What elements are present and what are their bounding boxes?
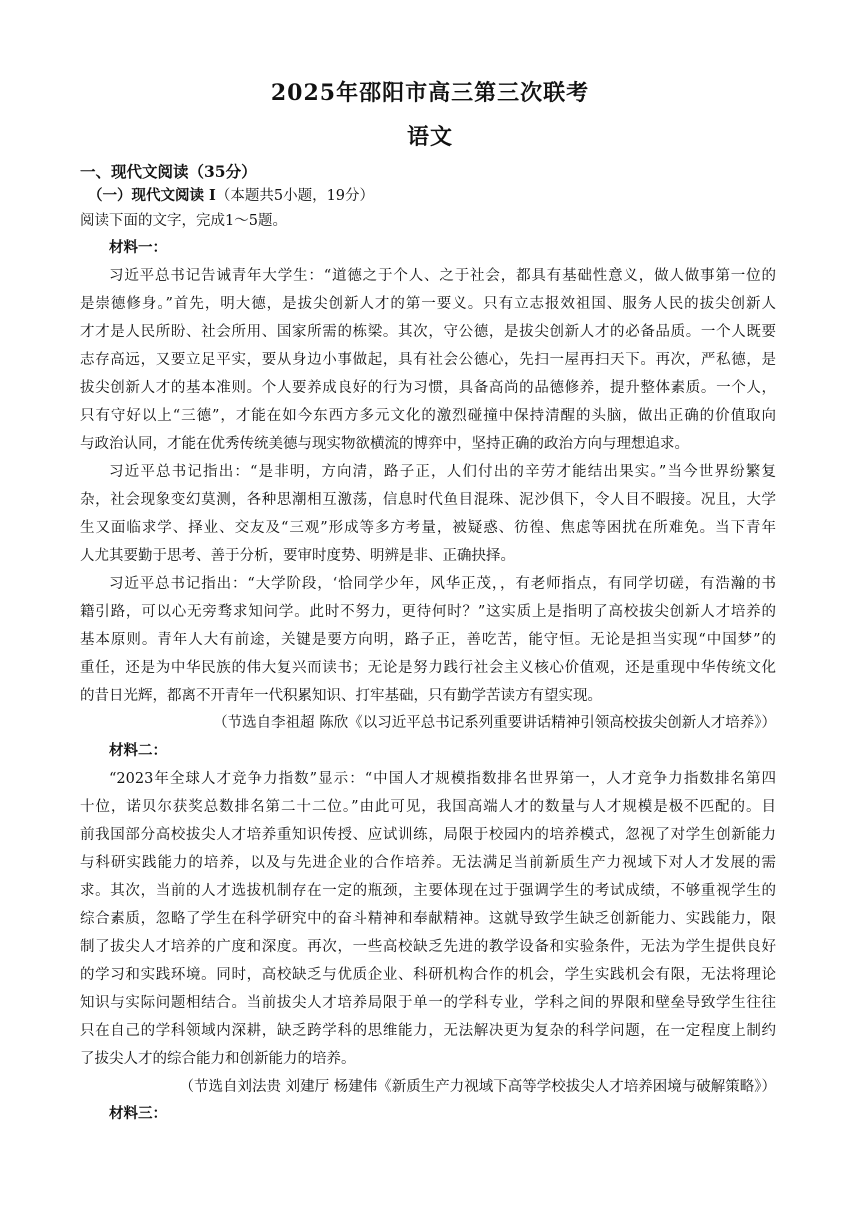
material2-line: 综合素质，忽略了学生在科学研究中的奋斗精神和奉献精神。这就导致学生缺乏创新能力、实践能力，限 xyxy=(80,911,776,927)
material1-line: 习近平总书记指出：“是非明，方向清，路子正，人们付出的辛劳才能结出果实。”当今世界纷繁复 xyxy=(109,464,776,480)
exam-title: 2025年邵阳市高三第三次联考 xyxy=(270,80,590,106)
material1-line: 是崇德修身。”首先，明大德，是拔尖创新人才的第一要义。只有立志报效祖国、服务人民的拔尖创新人 xyxy=(80,296,776,312)
material1-line: 拔尖创新人才的基本准则。个人要养成良好的行为习惯，具备高尚的品德修养，提升整体素质。一个人， xyxy=(80,380,776,396)
material2-label: 材料二： xyxy=(109,742,167,759)
material1-line: 习近平总书记指出：“大学阶段，‘恰同学少年，风华正茂，，有老师指点，有同学切磋，有浩瀚的书 xyxy=(109,576,776,592)
material2-line: 制了拔尖人才培养的广度和深度。再次，一些高校缺乏先进的教学设备和实验条件，无法为学生提供良好 xyxy=(80,939,776,955)
material1-line: 与政治认同，才能在优秀传统美德与现实物欲横流的博弈中，坚持正确的政治方向与理想追求。 xyxy=(80,436,689,452)
material3-label: 材料三： xyxy=(109,1105,167,1122)
material1-line: 的昔日光辉，都离不开青年一代积累知识、打牢基础，只有勤学苦读方有望实现。 xyxy=(80,688,602,704)
material2-line: “2023年全球人才竞争力指数”显示：“中国人才规模指数排名世界第一，人才竞争力指数排名第四 xyxy=(109,771,776,787)
material2-line: 了拔尖人才的综合能力和创新能力的培养。 xyxy=(80,1051,356,1067)
material1-line: 籍引路，可以心无旁骛求知问学。此时不努力，更待何时？”这实质上是指明了高校拔尖创新人才培养的 xyxy=(80,604,776,620)
instruction: 阅读下面的文字，完成1～5题。 xyxy=(80,213,287,229)
subsection-heading xyxy=(88,186,784,206)
material1-label: 材料一： xyxy=(109,239,167,256)
material1-line: 生又面临求学、择业、交友及“三观”形成等多方考量，被疑惑、彷徨、焦虑等困扰在所难免。当下青年 xyxy=(80,520,776,536)
material2-line: 十位，诺贝尔获奖总数排名第二十二位。”由此可见，我国高端人才的数量与人才规模是极不匹配的。目 xyxy=(80,799,776,815)
material1-line: 习近平总书记告诫青年大学生：“道德之于个人、之于社会，都具有基础性意义，做人做事第一位的 xyxy=(109,268,776,284)
material1-line: 重任，还是为中华民族的伟大复兴而读书；无论是努力践行社会主义核心价值观，还是重现中华传统文化 xyxy=(80,660,776,676)
material1-line: 人尤其要勤于思考、善于分析，要审时度势、明辨是非、正确抉择。 xyxy=(80,548,515,564)
material1-line: 只有守好以上“三德”，才能在如今东西方多元文化的激烈碰撞中保持清醒的头脑，做出正确的价值取向 xyxy=(80,408,776,424)
section-heading: 一、现代文阅读（35分） xyxy=(80,162,257,181)
material2-source: （节选自刘法贵 刘建厅 杨建伟《新质生产力视域下高等学校拔尖人才培养困境与破解策略》） xyxy=(179,1079,776,1095)
material1-line: 志存高远，又要立足平实，要从身边小事做起，具有社会公德心，先扫一屋再扫天下。再次，严私德，是 xyxy=(80,352,776,368)
material1-source: （节选自李祖超 陈欣《以习近平总书记系列重要讲话精神引领高校拔尖创新人才培养》） xyxy=(213,715,776,731)
material2-line: 的学习和实践环境。同时，高校缺乏与优质企业、科研机构合作的机会，学生实践机会有限，无法将理论 xyxy=(80,967,776,983)
subsection-heading-bold: （一）现代文阅读 I xyxy=(88,187,216,204)
material2-line: 只在自己的学科领域内深耕，缺乏跨学科的思维能力，无法解决更为复杂的科学问题，在一定程度上制约 xyxy=(80,1023,776,1039)
material1-line: 才才是人民所盼、社会所用、国家所需的栋梁。其次，守公德，是拔尖创新人才的必备品质。一个人既要 xyxy=(80,324,776,340)
material2-line: 求。其次，当前的人才选拔机制存在一定的瓶颈，主要体现在过于强调学生的考试成绩，不够重视学生的 xyxy=(80,883,776,899)
material2-line: 前我国部分高校拔尖人才培养重知识传授、应试训练，局限于校园内的培养模式，忽视了对学生创新能力 xyxy=(80,827,776,843)
subject-title: 语文 xyxy=(406,124,453,150)
material1-line: 杂，社会现象变幻莫测，各种思潮相互激荡，信息时代鱼目混珠、泥沙俱下，令人目不暇接。况且，大学 xyxy=(80,492,776,508)
material2-line: 知识与实际问题相结合。当前拔尖人才培养局限于单一的学科专业，学科之间的界限和壁垒导致学生往往 xyxy=(80,995,776,1011)
material2-line: 与科研实践能力的培养，以及与先进企业的合作培养。无法满足当前新质生产力视域下对人才发展的需 xyxy=(80,855,776,871)
subsection-heading-note: （本题共5小题，19分） xyxy=(215,188,375,204)
material1-line: 基本原则。青年人大有前途，关键是要方向明，路子正，善吃苦，能守恒。无论是担当实现“中国梦”的 xyxy=(80,632,776,648)
